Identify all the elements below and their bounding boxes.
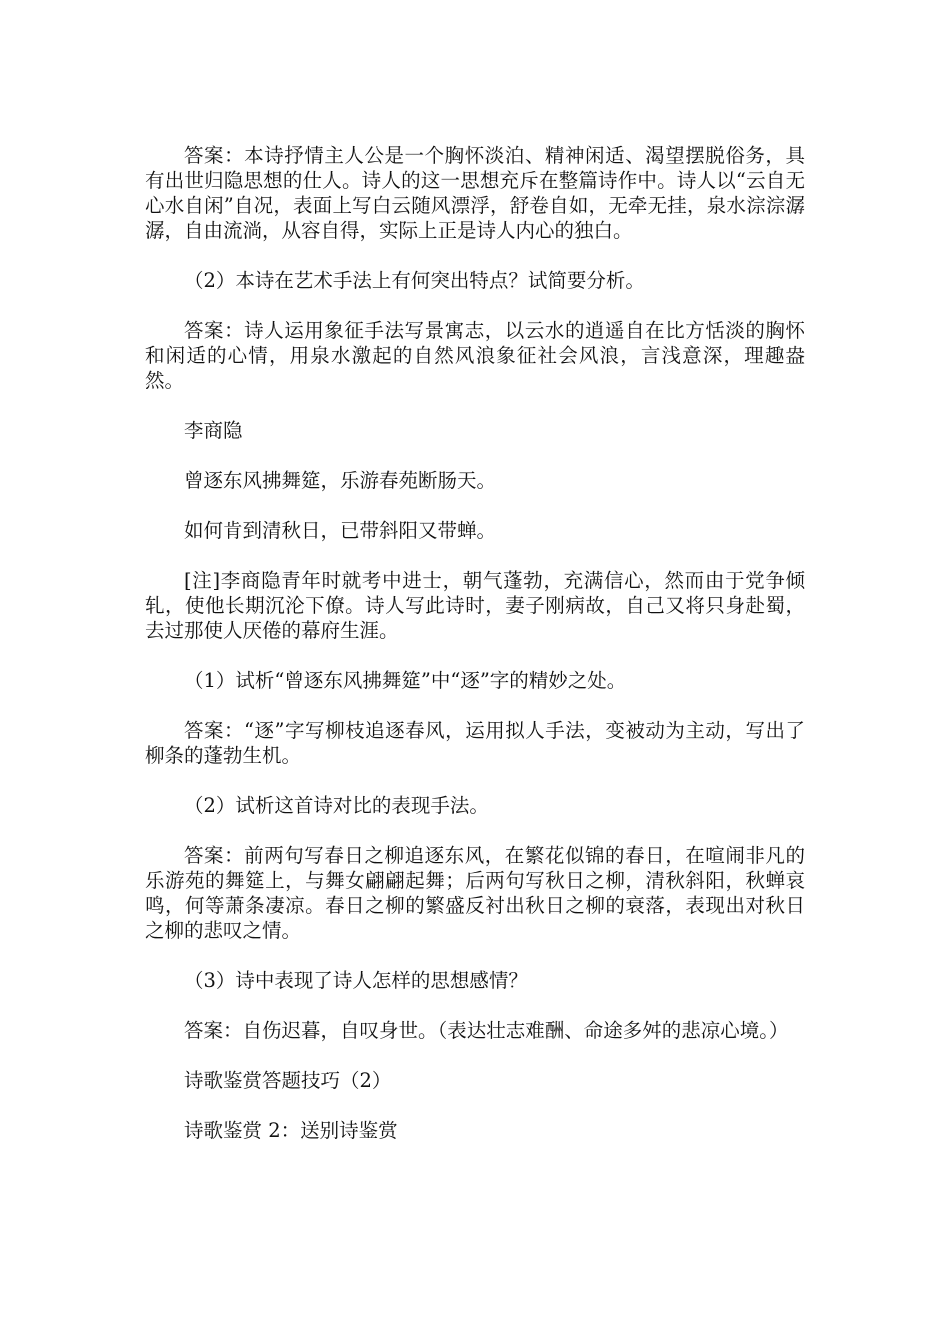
section-heading-techniques: 诗歌鉴赏答题技巧（2）	[184, 1069, 392, 1092]
poet-name: 李商隐	[184, 419, 243, 442]
question-2-heading: （2）本诗在艺术手法上有何突出特点？试简要分析。	[184, 269, 645, 292]
poem-line-1: 曾逐东风拂舞筵，乐游春苑断肠天。	[184, 469, 497, 492]
answer-question-1: 答案：“逐”字写柳枝追逐春风，运用拟人手法，变被动为主动，写出了柳条的蓬勃生机。	[145, 719, 805, 767]
section-heading-farewell: 诗歌鉴赏 2：送别诗鉴赏	[184, 1119, 398, 1142]
answer-paragraph-1: 答案：本诗抒情主人公是一个胸怀淡泊、精神闲适、渴望摆脱俗务，具有出世归隐思想的仕人。诗人的这一思想充斥在整篇诗作中。诗人以“云自无心水自闲”自况，表面上写白云随风漂浮，舒卷自如，无牵无挂，泉水淙淙潺潺，自由流淌，从容自得，实际上正是诗人内心的独白。	[145, 144, 805, 242]
document-page	[145, 143, 805, 1168]
answer-question-3: 答案：自伤迟暮，自叹身世。（表达壮志难酬、命途多舛的悲凉心境。）	[184, 1019, 789, 1042]
question-3: （3）诗中表现了诗人怎样的思想感情？	[184, 969, 528, 992]
answer-paragraph-2: 答案：诗人运用象征手法写景寓志，以云水的逍遥自在比方恬淡的胸怀和闲适的心情，用泉水激起的自然风浪象征社会风浪，言浅意深，理趣盎然。	[145, 319, 805, 392]
poem-line-2: 如何肯到清秋日，已带斜阳又带蝉。	[184, 519, 497, 542]
question-1: （1）试析“曾逐东风拂舞筵”中“逐”字的精妙之处。	[184, 669, 627, 692]
answer-question-2: 答案：前两句写春日之柳追逐东风，在繁花似锦的春日，在喧闹非凡的乐游苑的舞筵上，与舞女翩翩起舞；后两句写秋日之柳，清秋斜阳，秋蝉哀鸣，何等萧条凄凉。春日之柳的繁盛反衬出秋日之柳的衰落，表现出对秋日之柳的悲叹之情。	[145, 844, 805, 942]
poem-note: [注]李商隐青年时就考中进士，朝气蓬勃，充满信心，然而由于党争倾轧，使他长期沉沦下僚。诗人写此诗时，妻子刚病故，自己又将只身赴蜀，去过那使人厌倦的幕府生涯。	[145, 569, 805, 642]
question-2: （2）试析这首诗对比的表现手法。	[184, 794, 489, 817]
